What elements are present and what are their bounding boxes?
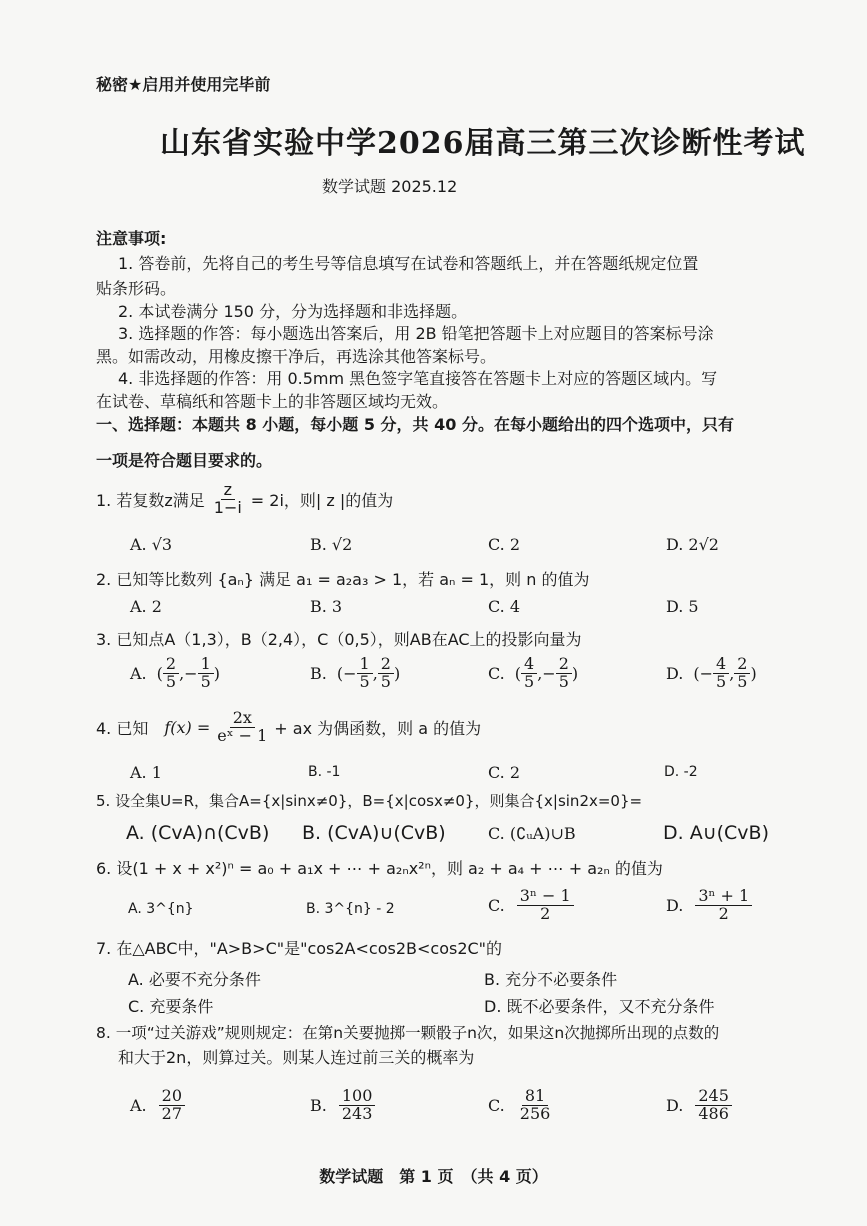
fraction bbox=[695, 888, 752, 923]
fraction-numerator: 1 bbox=[357, 656, 373, 674]
notice-line: 黑。如需改动，用橡皮擦干净后，再选涂其他答案标号。 bbox=[96, 347, 497, 366]
option-c: C. 2 bbox=[488, 535, 521, 554]
fraction bbox=[163, 656, 179, 691]
fraction-numerator: 81 bbox=[522, 1088, 548, 1106]
option-label: C. bbox=[488, 895, 505, 915]
option-label: C. bbox=[488, 663, 505, 683]
exam-title: 山东省实验中学2026届高三第三次诊断性考试 bbox=[160, 126, 806, 161]
question-text: = 2i，则| z |的值为 bbox=[250, 490, 394, 510]
fraction-numerator: 2 bbox=[556, 656, 572, 674]
option-b: B. (CvA)∪(CvB) bbox=[302, 822, 446, 844]
fraction bbox=[339, 1088, 376, 1123]
fraction-denominator: 5 bbox=[737, 671, 748, 691]
fraction bbox=[521, 656, 537, 691]
option-b: B. 充分不必要条件 bbox=[484, 970, 618, 989]
fraction bbox=[214, 710, 270, 745]
option-d: D. (− $\frac{4}{5}$ , $\frac{2}{5}$ ) bbox=[666, 654, 757, 691]
fraction-denominator: 2 bbox=[540, 903, 551, 923]
fraction bbox=[556, 656, 572, 691]
fraction-numerator: 2 bbox=[163, 656, 179, 674]
question-3: 3. 已知点A（1,3），B（2,4），C（0,5），则AB在AC上的投影向量为 bbox=[96, 630, 582, 649]
option-a: A. (CvA)∩(CvB) bbox=[126, 822, 270, 844]
option-b bbox=[310, 1088, 375, 1123]
question-7: 7. 在△ABC中，"A>B>C"是"cos2A<cos2B<cos2C"的 bbox=[96, 939, 503, 958]
option-c bbox=[488, 888, 574, 923]
notice-line: 1. 答卷前，先将自己的考生号等信息填写在试卷和答题纸上，并在答题纸规定位置 bbox=[118, 254, 699, 273]
fraction-numerator: 2 bbox=[734, 656, 750, 674]
option-c bbox=[488, 1088, 553, 1123]
option-d: D. A∪(CvB) bbox=[663, 822, 769, 844]
option-d bbox=[666, 1088, 732, 1123]
fraction-numerator: 245 bbox=[695, 1088, 732, 1106]
fraction-denominator: 5 bbox=[359, 671, 370, 691]
fraction bbox=[517, 1088, 554, 1123]
option-c: C. (∁ᵤA)∪B bbox=[488, 824, 576, 843]
fraction bbox=[159, 1088, 185, 1123]
fraction-numerator: 2 bbox=[378, 656, 394, 674]
fraction-numerator: 3ⁿ − 1 bbox=[517, 888, 574, 906]
question-6: 6. 设(1 + x + x²)ⁿ = a₀ + a₁x + ⋯ + a₂ₙx²ⁿ，则 a₂ + a₄ + ⋯ + a₂ₙ 的值为 bbox=[96, 859, 663, 878]
fraction bbox=[211, 482, 245, 517]
function-name: f(x) = bbox=[164, 717, 211, 737]
fraction-denominator: 2 bbox=[718, 903, 729, 923]
question-8-continued: 和大于2n，则算过关。则某人连过前三关的概率为 bbox=[118, 1048, 475, 1067]
fraction-denominator: 243 bbox=[341, 1103, 373, 1123]
option-d bbox=[666, 888, 752, 923]
option-label: D. bbox=[666, 895, 684, 915]
option-b: B. (− $\frac{1}{5}$ , $\frac{2}{5}$ ) bbox=[310, 654, 401, 691]
fraction bbox=[734, 656, 750, 691]
fraction-numerator: 3ⁿ + 1 bbox=[695, 888, 752, 906]
exam-subtitle: 数学试题 2025.12 bbox=[322, 177, 458, 196]
option-a bbox=[130, 1088, 185, 1123]
section-heading: 一项是符合题目要求的。 bbox=[96, 451, 273, 470]
fraction-numerator: z bbox=[221, 482, 235, 500]
question-1 bbox=[96, 482, 393, 517]
option-a: A. 3^{n} bbox=[128, 901, 194, 917]
option-label: A. bbox=[130, 663, 147, 683]
notice-line: 2. 本试卷满分 150 分，分为选择题和非选择题。 bbox=[118, 302, 468, 321]
option-b: B. 3 bbox=[310, 597, 343, 616]
notice-line: 4. 非选择题的作答：用 0.5mm 黑色签字笔直接答在答题卡上对应的答题区域内。写 bbox=[118, 369, 718, 388]
option-a: A. ( $\frac{2}{5}$ ,− $\frac{1}{5}$ ) bbox=[130, 654, 221, 691]
confidential-label: 秘密★启用并使用完毕前 bbox=[96, 75, 271, 94]
option-label: B. bbox=[310, 663, 327, 683]
question-text: 1. 若复数z满足 bbox=[96, 490, 205, 510]
option-label: A. bbox=[130, 1095, 147, 1115]
option-label: D. bbox=[666, 1095, 684, 1115]
fraction-denominator: 486 bbox=[698, 1103, 729, 1123]
option-a: A. 必要不充分条件 bbox=[128, 970, 261, 989]
fraction-denominator: 5 bbox=[716, 671, 727, 691]
question-4 bbox=[96, 710, 481, 745]
section-heading: 一、选择题：本题共 8 小题，每小题 5 分，共 40 分。在每小题给出的四个选项中，只有 bbox=[96, 415, 734, 434]
fraction bbox=[695, 1088, 732, 1123]
notice-line: 贴条形码。 bbox=[96, 279, 177, 298]
option-c: C. 4 bbox=[488, 597, 521, 616]
fraction-denominator: 256 bbox=[519, 1103, 551, 1123]
page-footer: 数学试题 第 1 页 （共 4 页） bbox=[319, 1167, 548, 1186]
option-c: C. 充要条件 bbox=[128, 997, 214, 1016]
fraction bbox=[378, 656, 394, 691]
fraction bbox=[357, 656, 373, 691]
option-a: A. √3 bbox=[130, 535, 173, 554]
option-label: D. bbox=[666, 663, 684, 683]
option-label: C. bbox=[488, 1095, 505, 1115]
fraction-denominator: 5 bbox=[165, 671, 177, 691]
question-5: 5. 设全集U=R，集合A={x|sinx≠0}，B={x|cosx≠0}，则集合{x|sin2x=0}= bbox=[96, 792, 643, 810]
option-b: B. 3^{n} - 2 bbox=[306, 901, 395, 917]
option-b: B. -1 bbox=[308, 764, 341, 780]
fraction bbox=[198, 656, 214, 691]
fraction-denominator: 5 bbox=[380, 671, 391, 691]
option-a: A. 1 bbox=[130, 763, 162, 782]
notice-line: 在试卷、草稿纸和答题卡上的非答题区域均无效。 bbox=[96, 392, 449, 411]
fraction-denominator: 5 bbox=[200, 671, 211, 691]
option-d: D. 既不必要条件，又不充分条件 bbox=[484, 997, 715, 1016]
fraction-numerator: 4 bbox=[713, 656, 729, 674]
fraction-denominator: eˣ − 1 bbox=[217, 725, 268, 745]
question-text: + ax 为偶函数，则 a 的值为 bbox=[274, 718, 482, 738]
fraction-numerator: 2x bbox=[230, 710, 255, 728]
option-d: D. 2√2 bbox=[666, 535, 719, 554]
question-text: 4. 已知 bbox=[96, 718, 149, 738]
option-c: C. 2 bbox=[488, 763, 521, 782]
notice-line: 3. 选择题的作答：每小题选出答案后，用 2B 铅笔把答题卡上对应题目的答案标号涂 bbox=[118, 324, 714, 343]
fraction-numerator: 20 bbox=[159, 1088, 185, 1106]
fraction-denominator: 5 bbox=[524, 671, 535, 691]
fraction bbox=[517, 888, 574, 923]
notice-heading: 注意事项: bbox=[96, 229, 167, 248]
fraction-denominator: 27 bbox=[161, 1103, 182, 1123]
fraction-numerator: 1 bbox=[198, 656, 214, 674]
option-d: D. 5 bbox=[666, 597, 699, 616]
option-a: A. 2 bbox=[130, 597, 162, 616]
option-b: B. √2 bbox=[310, 535, 353, 554]
option-label: B. bbox=[310, 1095, 327, 1115]
question-2: 2. 已知等比数列 {aₙ} 满足 a₁ = a₂a₃ > 1，若 aₙ = 1，则 n 的值为 bbox=[96, 570, 590, 589]
question-8: 8. 一项“过关游戏”规则规定：在第n关要抛掷一颗骰子n次，如果这n次抛掷所出现的点数的 bbox=[96, 1024, 720, 1042]
option-d: D. -2 bbox=[664, 764, 698, 780]
option-c: C. ( $\frac{4}{5}$ ,− $\frac{2}{5}$ ) bbox=[488, 654, 579, 691]
fraction bbox=[713, 656, 729, 691]
fraction-denominator: 1−i bbox=[213, 497, 242, 517]
fraction-numerator: 100 bbox=[339, 1088, 376, 1106]
fraction-numerator: 4 bbox=[521, 656, 537, 674]
fraction-denominator: 5 bbox=[558, 671, 569, 691]
